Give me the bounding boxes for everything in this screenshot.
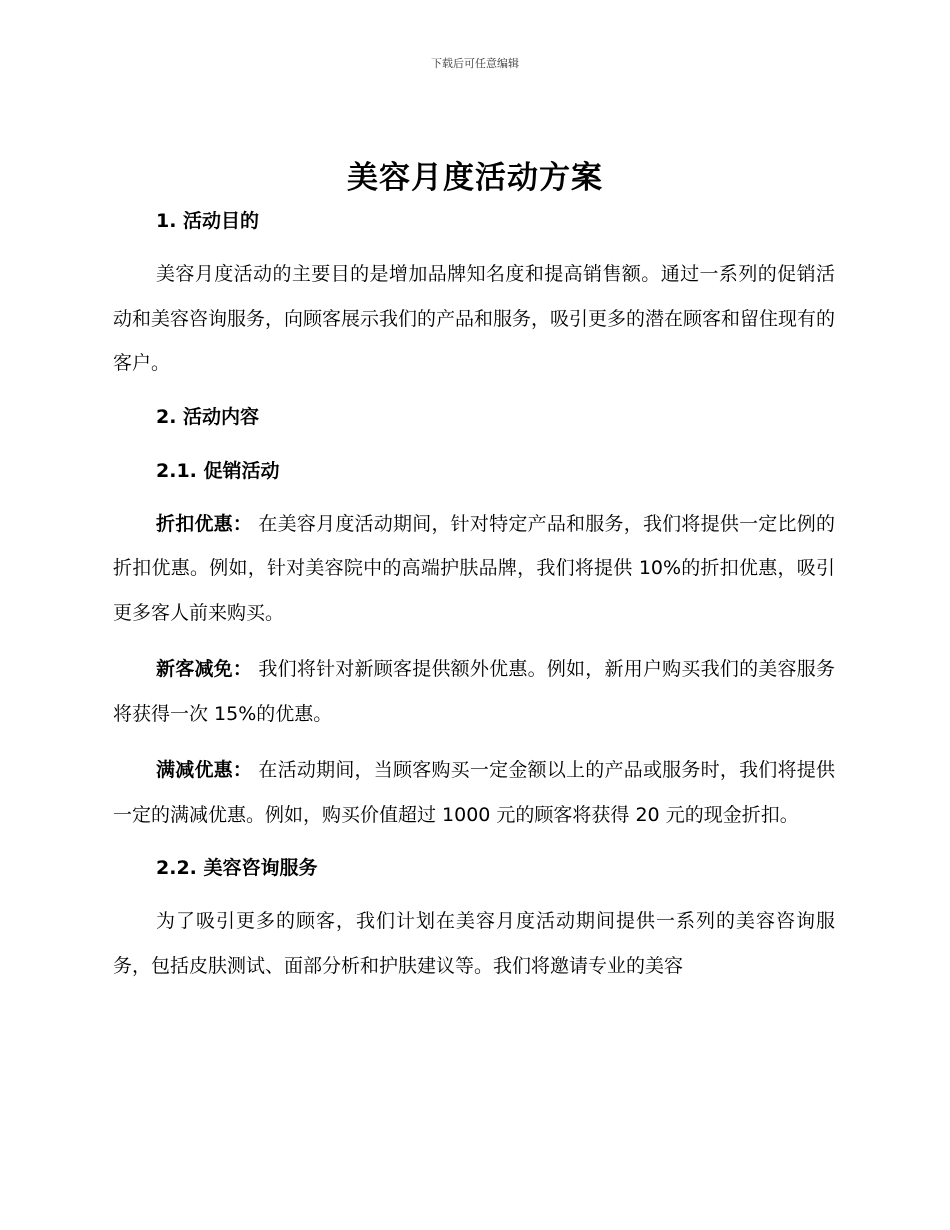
paragraph-new-customer (113, 647, 835, 736)
label-discount: 折扣优惠： (156, 512, 253, 535)
label-full-reduction: 满减优惠： (156, 759, 253, 781)
paragraph-discount (113, 502, 835, 636)
section-heading-content: 2. 活动内容 (156, 405, 260, 428)
section-heading-promotions: 2.1. 促销活动 (156, 459, 280, 482)
document-title: 美容月度活动方案 (347, 160, 603, 196)
paragraph-purpose: 美容月度活动的主要目的是增加品牌知名度和提高销售额。通过一系列的促销活动和美容咨询服务，向顾客展示我们的产品和服务，吸引更多的潜在顾客和留住现有的客户。 (113, 263, 836, 374)
section-heading-consultation: 2.2. 美容咨询服务 (156, 857, 318, 879)
document-body (113, 202, 835, 988)
label-new-customer: 新客减免： (156, 658, 253, 680)
paragraph-full-reduction (113, 748, 835, 837)
text-new-customer: 我们将针对新顾客提供额外优惠。例如，新用户购买我们的美容服务将获得一次 15%的优惠。 (113, 658, 835, 725)
text-discount: 在美容月度活动期间，针对特定产品和服务，我们将提供一定比例的折扣优惠。例如，针对美容院中的高端护肤品牌，我们将提供 10%的折扣优惠，吸引更多客人前来购买。 (113, 512, 835, 624)
paragraph-consultation: 为了吸引更多的顾客，我们计划在美容月度活动期间提供一系列的美容咨询服务，包括皮肤测试、面部分析和护肤建议等。我们将邀请专业的美容 (113, 910, 835, 977)
page-header-note: 下载后可任意编辑 (431, 57, 519, 70)
section-heading-purpose: 1. 活动目的 (156, 210, 260, 232)
text-full-reduction: 在活动期间，当顾客购买一定金额以上的产品或服务时，我们将提供一定的满减优惠。例如，购买价值超过 1000 元的顾客将获得 20 元的现金折扣。 (113, 759, 835, 826)
